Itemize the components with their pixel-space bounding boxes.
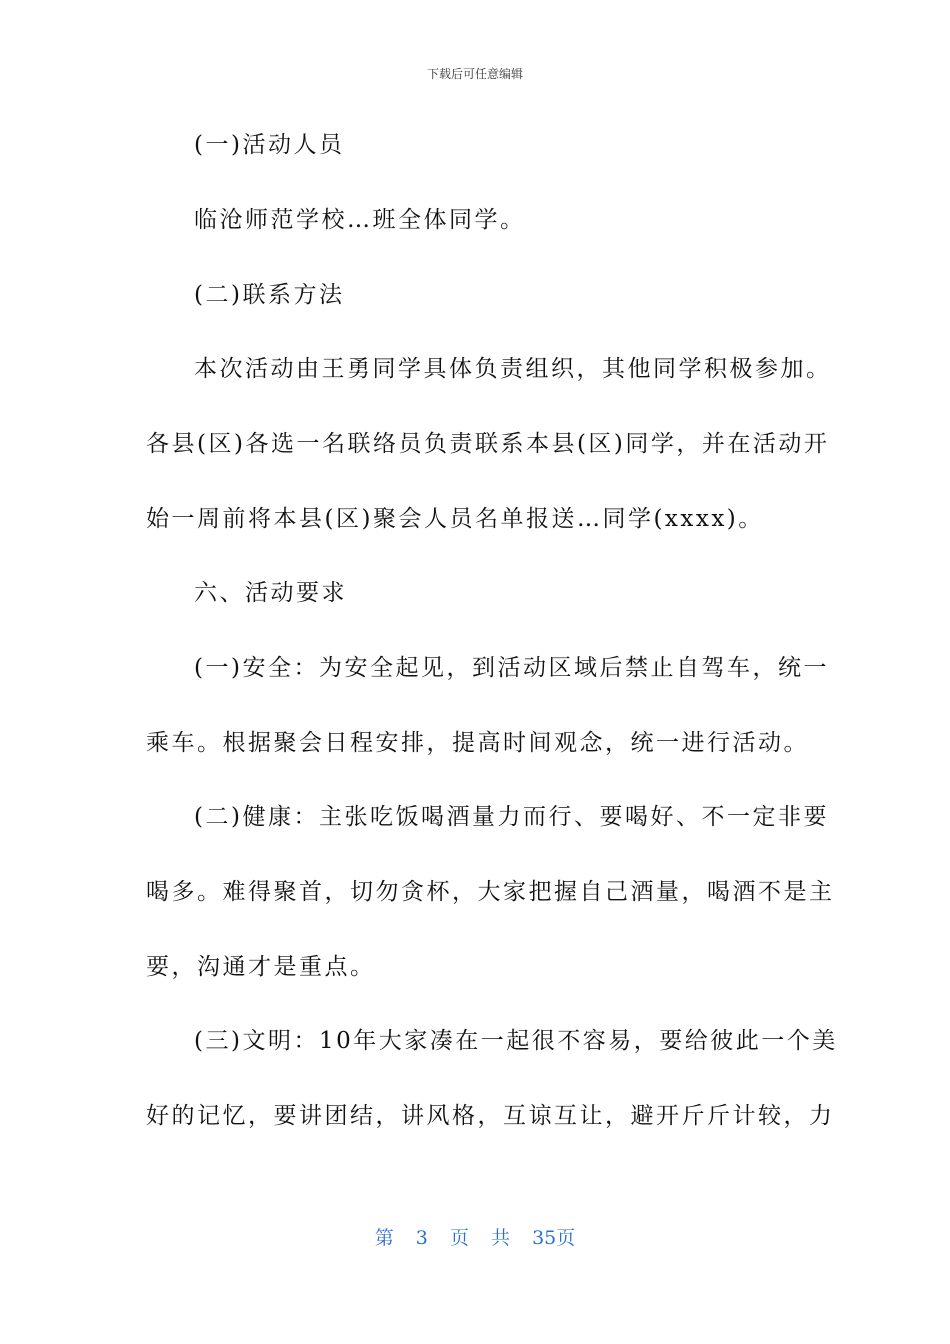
footer-total-pages: 35页 [532, 1227, 576, 1249]
text-line: 临沧师范学校…班全体同学。 [194, 207, 526, 233]
text-line: (三)文明：10年大家凑在一起很不容易，要给彼此一个美 [194, 1028, 838, 1054]
text-line: 始一周前将本县(区)聚会人员名单报送…同学(xxxx)。 [146, 506, 764, 532]
text-line: (一)安全：为安全起见，到活动区域后禁止自驾车，统一 [194, 655, 829, 681]
text-line: 本次活动由王勇同学具体负责组织，其他同学积极参加。 [194, 356, 832, 382]
text-line: (二)联系方法 [194, 282, 345, 308]
footer-total-prefix: 共 [491, 1227, 511, 1249]
page-footer [0, 1226, 950, 1250]
page-header-note: 下载后可任意编辑 [426, 67, 523, 81]
text-line: 喝多。难得聚首，切勿贪杯，大家把握自己酒量，喝酒不是主 [146, 879, 835, 905]
text-line: 乘车。根据聚会日程安排，提高时间观念，统一进行活动。 [146, 730, 809, 756]
section-heading: 六、活动要求 [194, 580, 347, 606]
text-line: (一)活动人员 [194, 132, 345, 158]
text-line: 好的记忆，要讲团结，讲风格，互谅互让，避开斤斤计较，力 [146, 1103, 835, 1129]
text-line: (二)健康：主张吃饭喝酒量力而行、要喝好、不一定非要 [194, 804, 829, 830]
text-line: 要，沟通才是重点。 [146, 954, 376, 980]
footer-page-mid: 页 [449, 1227, 469, 1249]
footer-page-prefix: 第 [374, 1227, 394, 1249]
text-line: 各县(区)各选一名联络员负责联系本县(区)同学，并在活动开 [146, 431, 830, 457]
footer-page-number: 3 [415, 1227, 428, 1249]
